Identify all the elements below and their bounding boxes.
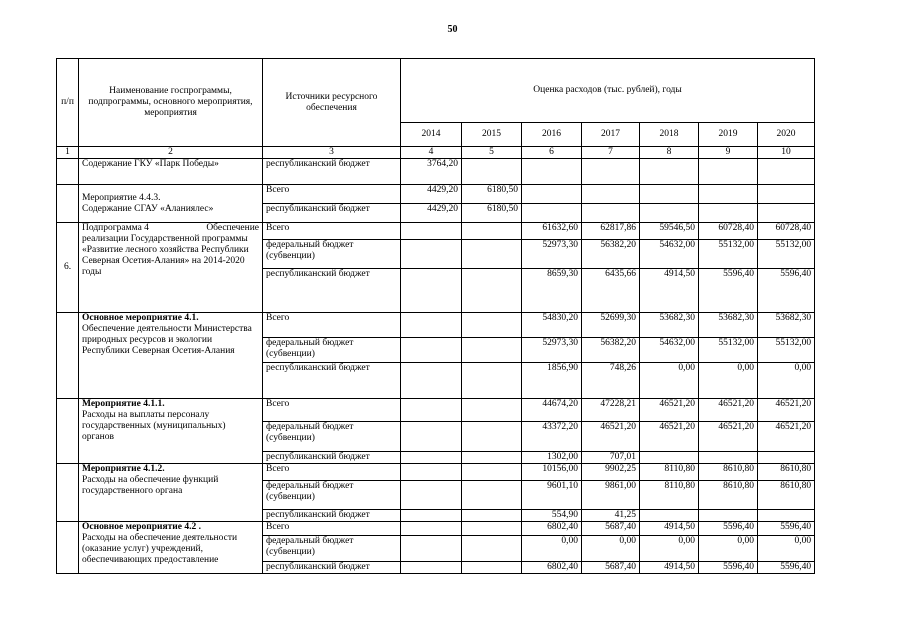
value-cell: 8110,80 bbox=[640, 464, 699, 481]
value-cell: 0,00 bbox=[640, 363, 699, 399]
year-cell: 2015 bbox=[462, 123, 522, 147]
year-cell: 2017 bbox=[582, 123, 640, 147]
value-cell: 4914,50 bbox=[640, 269, 699, 313]
value-cell: 6435,66 bbox=[582, 269, 640, 313]
value-cell bbox=[401, 562, 462, 574]
table-row bbox=[57, 185, 815, 204]
value-cell bbox=[462, 313, 522, 338]
row-source: Всего bbox=[263, 223, 401, 240]
row-name: Основное мероприятие 4.2 . bbox=[82, 522, 201, 532]
row-name-block bbox=[79, 522, 263, 574]
value-cell bbox=[522, 204, 582, 223]
value-cell bbox=[462, 422, 522, 452]
value-cell: 60728,40 bbox=[699, 223, 758, 240]
value-cell: 0,00 bbox=[758, 363, 815, 399]
table-row bbox=[57, 522, 815, 536]
value-cell: 46521,20 bbox=[699, 422, 758, 452]
value-cell: 55132,00 bbox=[699, 240, 758, 269]
value-cell: 43372,20 bbox=[522, 422, 582, 452]
table-row bbox=[57, 399, 815, 422]
value-cell: 55132,00 bbox=[758, 240, 815, 269]
value-cell: 9601,10 bbox=[522, 481, 582, 510]
value-cell bbox=[462, 452, 522, 464]
value-cell: 1856,90 bbox=[522, 363, 582, 399]
row-name: Основное мероприятие 4.1. bbox=[82, 313, 199, 323]
value-cell: 47228,21 bbox=[582, 399, 640, 422]
value-cell: 554,90 bbox=[522, 510, 582, 522]
row-description: Расходы на обеспечение деятельности (оказание услуг) учреждений, обеспечивающих предоставление bbox=[82, 533, 238, 565]
value-cell: 5596,40 bbox=[758, 562, 815, 574]
header-num: п/п bbox=[57, 59, 79, 147]
value-cell bbox=[462, 562, 522, 574]
row-name-block bbox=[79, 223, 263, 313]
value-cell: 55132,00 bbox=[699, 338, 758, 363]
value-cell: 5596,40 bbox=[758, 522, 815, 536]
value-cell: 6180,50 bbox=[462, 204, 522, 223]
row-name: Мероприятие 4.4.3. bbox=[82, 192, 161, 203]
value-cell: 59546,50 bbox=[640, 223, 699, 240]
row-source: республиканский бюджет bbox=[263, 452, 401, 464]
row-name: реализации Государственной программы «Развитие лесного хозяйства Республики Северная Осетия-Алания» на 2014-2020 годы bbox=[82, 234, 249, 277]
value-cell bbox=[401, 481, 462, 510]
value-cell bbox=[758, 204, 815, 223]
value-cell: 9861,00 bbox=[582, 481, 640, 510]
value-cell bbox=[522, 159, 582, 185]
row-source: федеральный бюджет (субвенции) bbox=[263, 422, 401, 452]
value-cell bbox=[582, 185, 640, 204]
value-cell: 10156,00 bbox=[522, 464, 582, 481]
page-number: 50 bbox=[447, 24, 458, 35]
value-cell bbox=[401, 452, 462, 464]
value-cell: 53682,30 bbox=[640, 313, 699, 338]
value-cell bbox=[640, 159, 699, 185]
col-number: 6 bbox=[522, 147, 582, 159]
col-number: 5 bbox=[462, 147, 522, 159]
row-source: республиканский бюджет bbox=[263, 562, 401, 574]
value-cell: 8110,80 bbox=[640, 481, 699, 510]
row-source: Всего bbox=[263, 313, 401, 338]
row-source: республиканский бюджет bbox=[263, 159, 401, 185]
row-source: федеральный бюджет (субвенции) bbox=[263, 338, 401, 363]
value-cell: 5596,40 bbox=[699, 269, 758, 313]
value-cell bbox=[401, 269, 462, 313]
value-cell bbox=[401, 313, 462, 338]
value-cell: 56382,20 bbox=[582, 338, 640, 363]
value-cell: 6802,40 bbox=[522, 522, 582, 536]
value-cell bbox=[582, 159, 640, 185]
value-cell: 44674,20 bbox=[522, 399, 582, 422]
value-cell: 46521,20 bbox=[758, 399, 815, 422]
value-cell bbox=[401, 399, 462, 422]
value-cell bbox=[462, 223, 522, 240]
value-cell bbox=[401, 536, 462, 562]
table-row bbox=[57, 313, 815, 338]
col-number: 1 bbox=[57, 147, 79, 159]
row-name: Обеспечение bbox=[206, 223, 259, 233]
value-cell bbox=[401, 240, 462, 269]
value-cell: 56382,20 bbox=[582, 240, 640, 269]
year-cell: 2016 bbox=[522, 123, 582, 147]
row-source: федеральный бюджет (субвенции) bbox=[263, 481, 401, 510]
value-cell bbox=[462, 269, 522, 313]
value-cell: 52699,30 bbox=[582, 313, 640, 338]
value-cell: 5596,40 bbox=[699, 522, 758, 536]
value-cell: 9902,25 bbox=[582, 464, 640, 481]
value-cell: 5687,40 bbox=[582, 562, 640, 574]
value-cell bbox=[462, 536, 522, 562]
row-source: федеральный бюджет (субвенции) bbox=[263, 536, 401, 562]
value-cell bbox=[758, 159, 815, 185]
row-description: Обеспечение деятельности Министерства природных ресурсов и экологии Республики Северная Осетия-Алания bbox=[82, 324, 252, 356]
value-cell: 0,00 bbox=[699, 536, 758, 562]
col-number: 10 bbox=[758, 147, 815, 159]
value-cell bbox=[758, 510, 815, 522]
value-cell bbox=[699, 452, 758, 464]
value-cell: 1302,00 bbox=[522, 452, 582, 464]
value-cell: 748,26 bbox=[582, 363, 640, 399]
header-source: Источники ресурсного обеспечения bbox=[263, 59, 401, 147]
value-cell bbox=[462, 481, 522, 510]
header-estimate: Оценка расходов (тыс. рублей), годы bbox=[401, 59, 815, 123]
value-cell bbox=[462, 510, 522, 522]
row-name: Содержание ГКУ «Парк Победы» bbox=[79, 159, 263, 185]
row-name: Мероприятие 4.1.2. bbox=[82, 464, 165, 474]
row-source: Всего bbox=[263, 464, 401, 481]
row-source: республиканский бюджет bbox=[263, 363, 401, 399]
value-cell: 5596,40 bbox=[758, 269, 815, 313]
value-cell: 60728,40 bbox=[758, 223, 815, 240]
row-source: республиканский бюджет bbox=[263, 204, 401, 223]
value-cell: 0,00 bbox=[699, 363, 758, 399]
value-cell: 46521,20 bbox=[582, 422, 640, 452]
row-name: Содержание СГАУ «Аланиялес» bbox=[82, 203, 214, 214]
value-cell: 62817,86 bbox=[582, 223, 640, 240]
row-source: республиканский бюджет bbox=[263, 269, 401, 313]
value-cell: 46521,20 bbox=[699, 399, 758, 422]
row-source: Всего bbox=[263, 522, 401, 536]
value-cell: 6802,40 bbox=[522, 562, 582, 574]
row-source: Всего bbox=[263, 185, 401, 204]
table-row bbox=[57, 223, 815, 240]
value-cell bbox=[401, 363, 462, 399]
value-cell bbox=[462, 338, 522, 363]
value-cell bbox=[462, 240, 522, 269]
value-cell: 46521,20 bbox=[758, 422, 815, 452]
value-cell bbox=[522, 185, 582, 204]
value-cell bbox=[401, 464, 462, 481]
row-source: федеральный бюджет (субвенции) bbox=[263, 240, 401, 269]
value-cell bbox=[582, 204, 640, 223]
header-row bbox=[57, 59, 815, 123]
row-name-block bbox=[79, 313, 263, 399]
row-number: 6. bbox=[57, 223, 79, 313]
year-cell: 2020 bbox=[758, 123, 815, 147]
value-cell: 8610,80 bbox=[699, 481, 758, 510]
value-cell: 3764,20 bbox=[401, 159, 462, 185]
row-name-block bbox=[79, 399, 263, 464]
year-cell: 2018 bbox=[640, 123, 699, 147]
value-cell bbox=[401, 422, 462, 452]
value-cell: 5596,40 bbox=[699, 562, 758, 574]
table-row bbox=[57, 159, 815, 185]
year-cell: 2019 bbox=[699, 123, 758, 147]
value-cell bbox=[640, 452, 699, 464]
value-cell: 0,00 bbox=[522, 536, 582, 562]
value-cell: 4429,20 bbox=[401, 185, 462, 204]
value-cell bbox=[462, 363, 522, 399]
value-cell bbox=[699, 185, 758, 204]
value-cell: 54632,00 bbox=[640, 338, 699, 363]
year-cell: 2014 bbox=[401, 123, 462, 147]
value-cell: 8610,80 bbox=[758, 464, 815, 481]
value-cell: 0,00 bbox=[640, 536, 699, 562]
value-cell bbox=[758, 185, 815, 204]
value-cell: 0,00 bbox=[582, 536, 640, 562]
value-cell bbox=[462, 464, 522, 481]
value-cell: 8610,80 bbox=[758, 481, 815, 510]
value-cell: 55132,00 bbox=[758, 338, 815, 363]
value-cell: 6180,50 bbox=[462, 185, 522, 204]
value-cell bbox=[462, 159, 522, 185]
column-numbers-row bbox=[57, 147, 815, 159]
value-cell bbox=[401, 510, 462, 522]
value-cell: 53682,30 bbox=[699, 313, 758, 338]
row-name-block bbox=[79, 185, 263, 223]
value-cell: 54632,00 bbox=[640, 240, 699, 269]
col-number: 4 bbox=[401, 147, 462, 159]
value-cell: 52973,30 bbox=[522, 338, 582, 363]
value-cell: 46521,20 bbox=[640, 399, 699, 422]
value-cell bbox=[462, 399, 522, 422]
value-cell bbox=[699, 159, 758, 185]
value-cell: 54830,20 bbox=[522, 313, 582, 338]
value-cell: 53682,30 bbox=[758, 313, 815, 338]
value-cell: 4914,50 bbox=[640, 562, 699, 574]
budget-table bbox=[56, 58, 815, 574]
table-row bbox=[57, 464, 815, 481]
row-source: Всего bbox=[263, 399, 401, 422]
value-cell: 8659,30 bbox=[522, 269, 582, 313]
value-cell: 4429,20 bbox=[401, 204, 462, 223]
row-description: Расходы на выплаты персоналу государственных (муниципальных) органов bbox=[82, 410, 226, 442]
col-number: 7 bbox=[582, 147, 640, 159]
value-cell: 707,01 bbox=[582, 452, 640, 464]
value-cell bbox=[401, 223, 462, 240]
value-cell bbox=[640, 204, 699, 223]
value-cell: 52973,30 bbox=[522, 240, 582, 269]
col-number: 8 bbox=[640, 147, 699, 159]
row-name: Мероприятие 4.1.1. bbox=[82, 399, 165, 409]
row-source: республиканский бюджет bbox=[263, 510, 401, 522]
value-cell bbox=[758, 452, 815, 464]
value-cell: 61632,60 bbox=[522, 223, 582, 240]
row-description: Расходы на обеспечение функций государственного органа bbox=[82, 475, 219, 496]
value-cell: 41,25 bbox=[582, 510, 640, 522]
value-cell bbox=[462, 522, 522, 536]
value-cell: 0,00 bbox=[758, 536, 815, 562]
col-number: 3 bbox=[263, 147, 401, 159]
value-cell bbox=[699, 204, 758, 223]
value-cell bbox=[640, 510, 699, 522]
value-cell: 4914,50 bbox=[640, 522, 699, 536]
col-number: 2 bbox=[79, 147, 263, 159]
value-cell bbox=[640, 185, 699, 204]
value-cell: 5687,40 bbox=[582, 522, 640, 536]
value-cell bbox=[401, 522, 462, 536]
value-cell bbox=[699, 510, 758, 522]
value-cell: 46521,20 bbox=[640, 422, 699, 452]
value-cell bbox=[401, 338, 462, 363]
row-name: Подпрограмма 4 bbox=[82, 223, 149, 233]
value-cell: 8610,80 bbox=[699, 464, 758, 481]
header-name: Наименование госпрограммы, подпрограммы, основного мероприятия, мероприятия bbox=[79, 59, 263, 147]
row-name-block bbox=[79, 464, 263, 522]
col-number: 9 bbox=[699, 147, 758, 159]
